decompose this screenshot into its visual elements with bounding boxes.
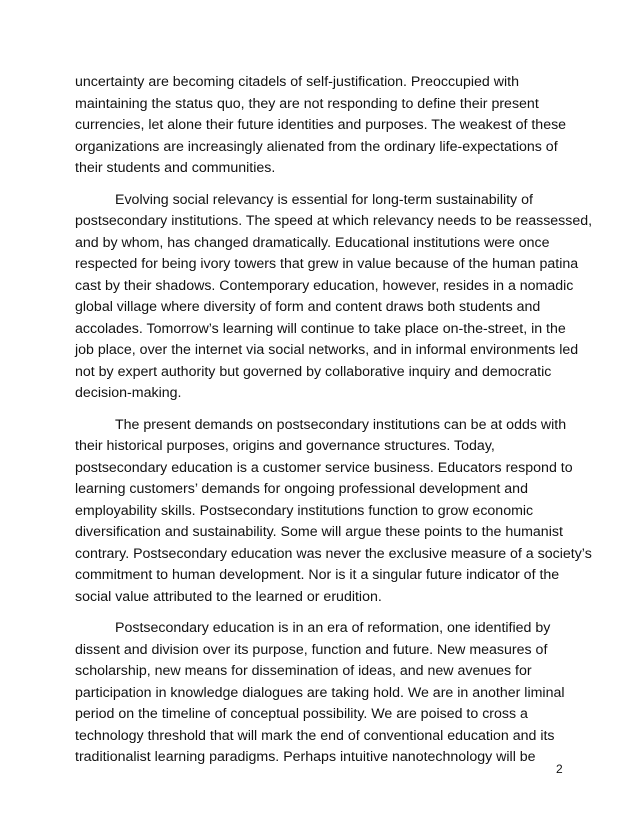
page-number: 2 — [556, 762, 563, 776]
body-text — [75, 72, 593, 779]
paragraph-3 — [75, 415, 592, 609]
text-line: dissent and division over its purpose, function and future. New measures of — [75, 641, 548, 658]
text-line: global village where diversity of form and content draws both students and — [75, 299, 541, 315]
text-line: not by expert authority but governed by collaborative inquiry and democratic — [75, 363, 552, 380]
paragraph-2 — [75, 190, 593, 405]
paragraph-1 — [75, 72, 575, 180]
text-line: decision-making. — [75, 385, 182, 401]
text-line: respected for being ivory towers that grew in value because of the human patina — [75, 256, 579, 272]
text-line: cast by their shadows. Contemporary education, however, resides in a nomadic — [75, 277, 574, 294]
paragraph-4 — [75, 618, 575, 769]
text-line: currencies, let alone their future identities and purposes. The weakest of these — [75, 117, 567, 133]
text-line: period on the timeline of conceptual possibility. We are poised to cross a — [75, 706, 528, 722]
text-line: uncertainty are becoming citadels of self-justification. Preoccupied with — [75, 74, 519, 90]
text-line: diversification and sustainability. Some will argue these points to the humanist — [75, 524, 563, 540]
text-line: postsecondary institutions. The speed at which relevancy needs to be reassessed, — [75, 213, 593, 229]
text-line: employability skills. Postsecondary institutions function to grow economic — [75, 502, 534, 519]
text-line: commitment to human development. Nor is it a singular future indicator of the — [75, 567, 560, 583]
text-line: and by whom, has changed dramatically. Educational institutions were once — [75, 234, 550, 251]
text-line: their historical purposes, origins and governance structures. Today, — [75, 438, 495, 454]
text-line: The present demands on postsecondary institutions can be at odds with — [115, 416, 567, 433]
text-line: contrary. Postsecondary education was never the exclusive measure of a society’s — [75, 545, 592, 562]
text-line: social value attributed to the learned or erudition. — [75, 588, 382, 605]
text-line: Evolving social relevancy is essential for long-term sustainability of — [115, 191, 533, 208]
text-line: their students and communities. — [75, 160, 276, 176]
text-line: organizations are increasingly alienated from the ordinary life-expectations of — [75, 138, 558, 155]
text-line: Postsecondary education is in an era of reformation, one identified by — [115, 620, 551, 636]
text-line: learning customers’ demands for ongoing professional development and — [75, 481, 528, 497]
text-line: accolades. Tomorrow’s learning will continue to take place on-the-street, in the — [75, 320, 566, 337]
text-line: postsecondary education is a customer service business. Educators respond to — [75, 459, 573, 476]
text-line: maintaining the status quo, they are not responding to define their present — [75, 95, 539, 112]
text-line: job place, over the internet via social networks, and in informal environments led — [75, 342, 579, 358]
text-line: technology threshold that will mark the end of conventional education and its — [75, 727, 555, 744]
text-line: participation in knowledge dialogues are taking hold. We are in another liminal — [75, 684, 565, 701]
text-line: scholarship, new means for dissemination of ideas, and new avenues for — [75, 663, 532, 679]
text-line: traditionalist learning paradigms. Perhaps intuitive nanotechnology will be — [75, 749, 536, 765]
